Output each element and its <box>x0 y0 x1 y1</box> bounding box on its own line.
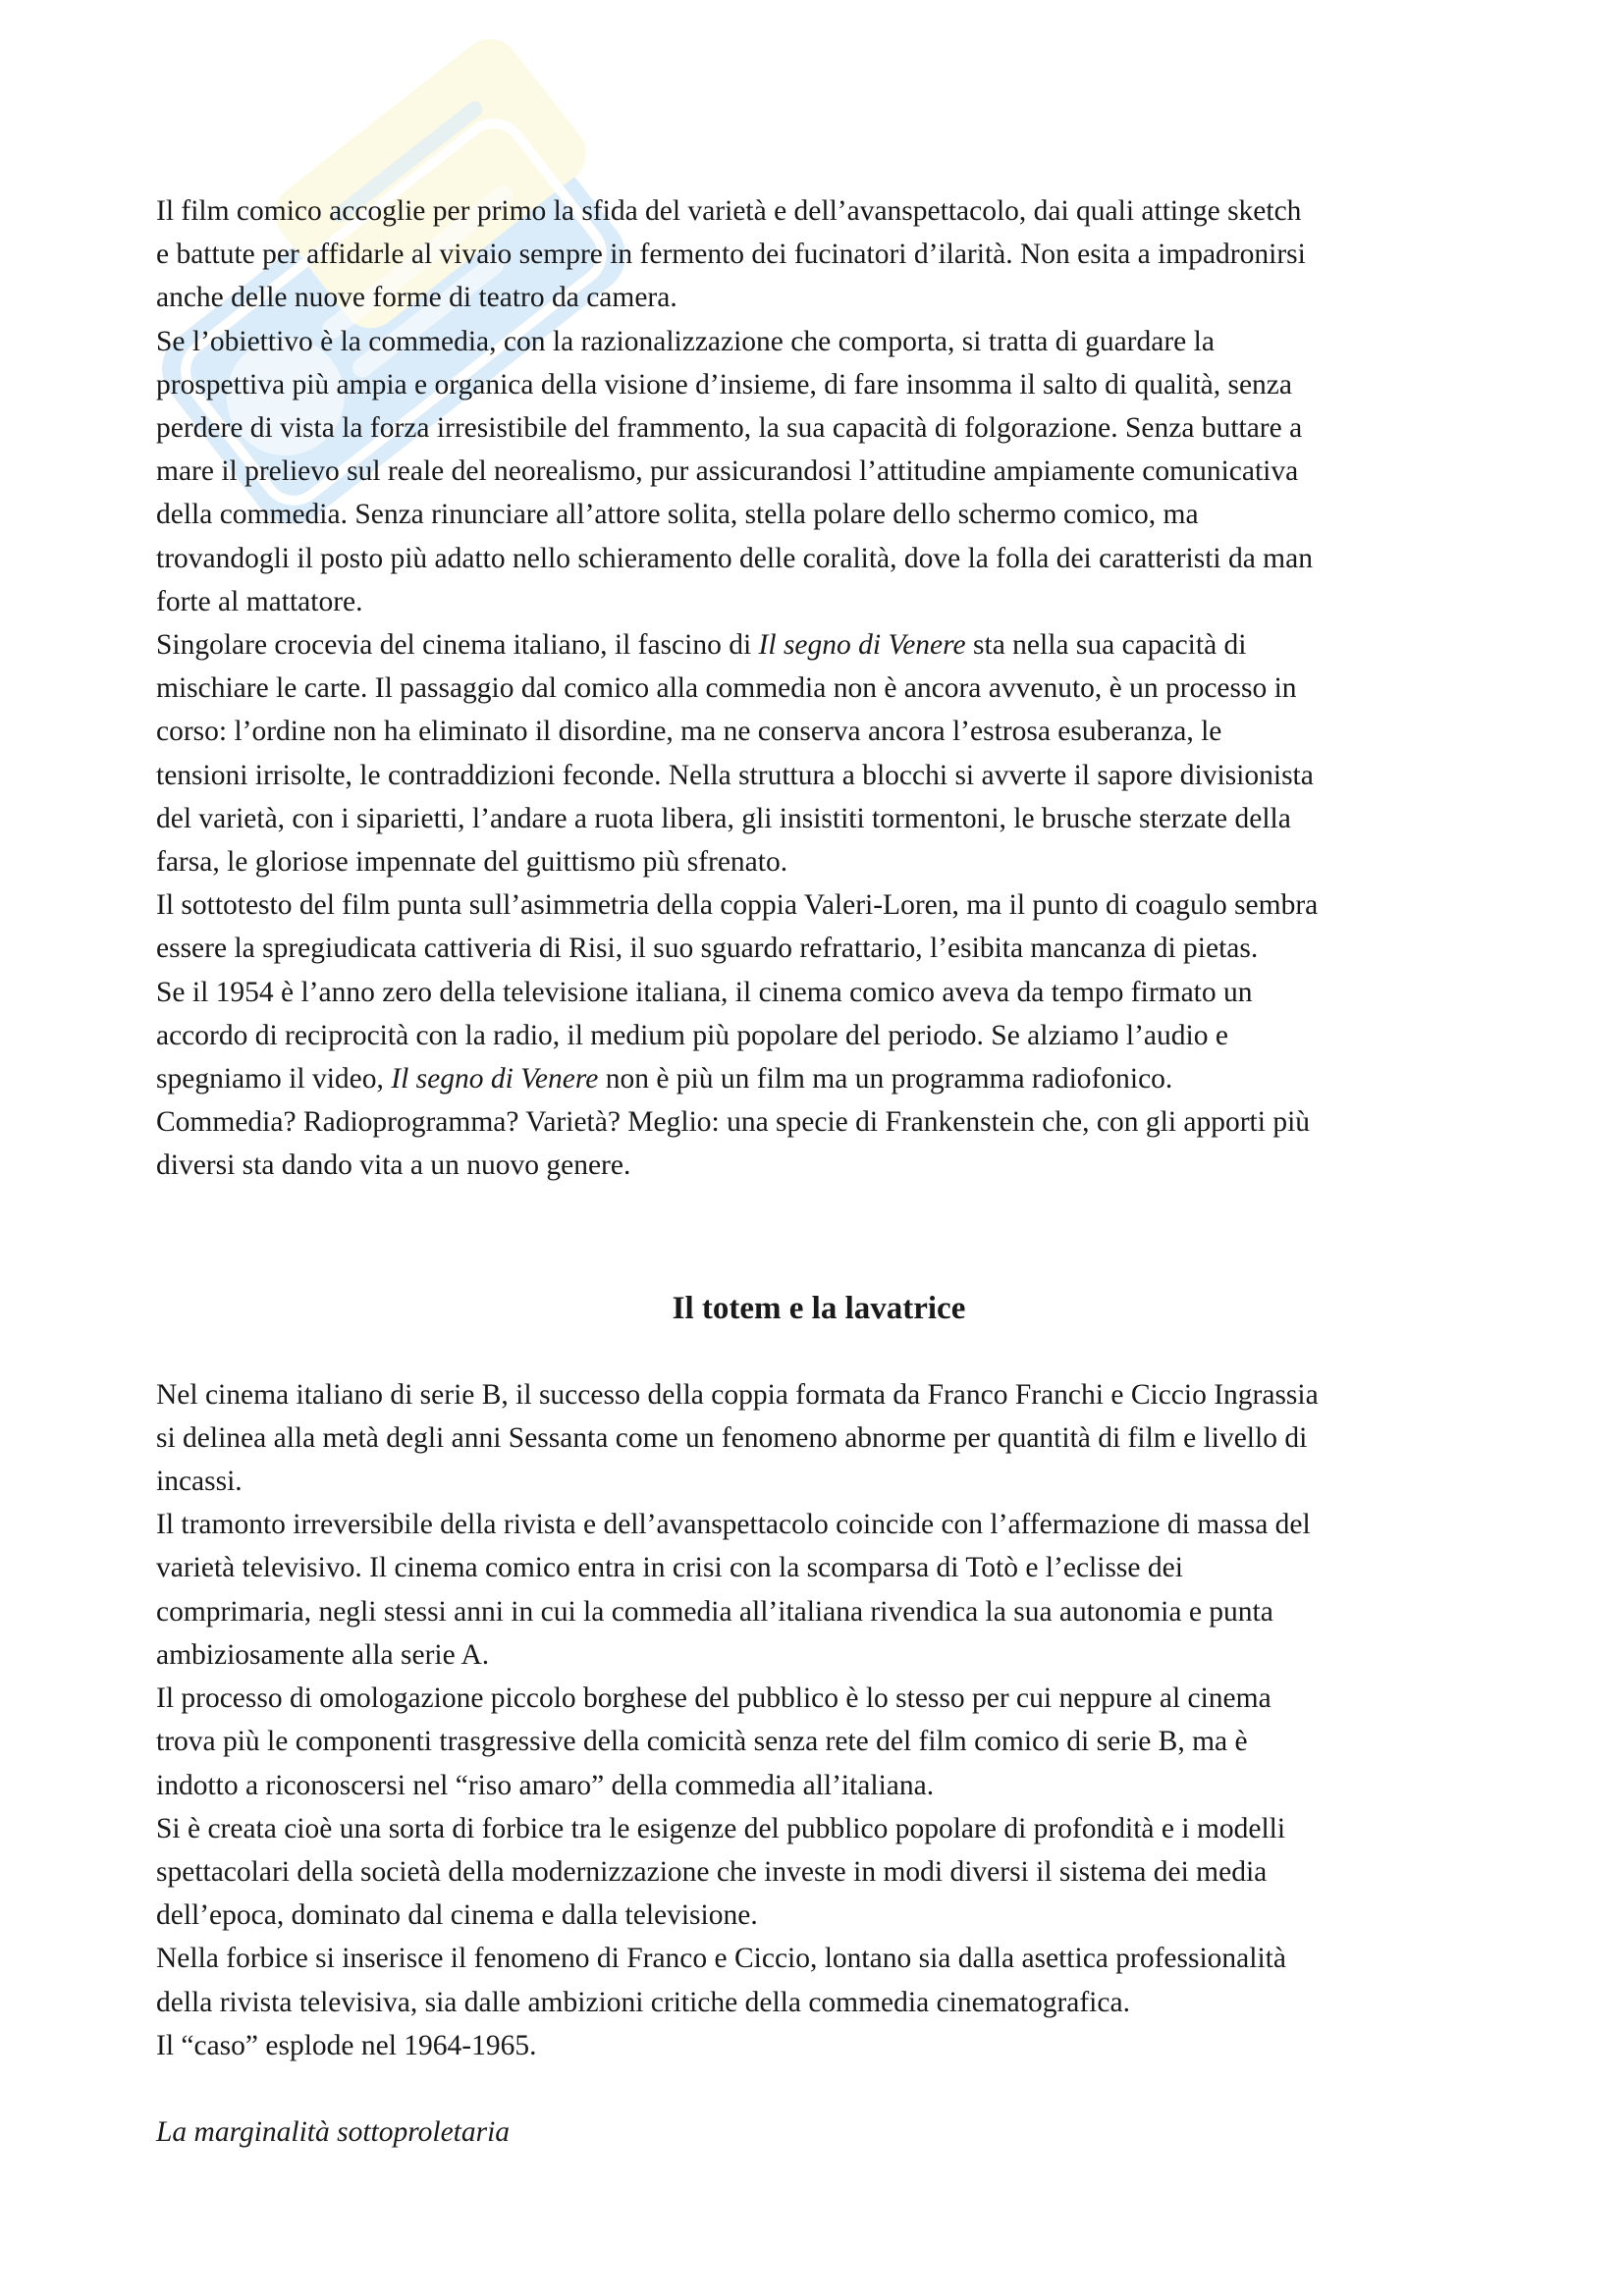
paragraph: Il “caso” esplode nel 1964-1965. <box>156 2029 537 2061</box>
document-body <box>156 189 1482 2154</box>
paragraph: Nella forbice si inserisce il fenomeno di Franco e Ciccio, lontano sia dalla asettica professionalità della rivista televisiva, sia dalle ambizioni critiche della commedia cinematografica. <box>156 1943 1286 2018</box>
paragraph: Se il 1954 è l’anno zero della televisione italiana, il cinema comico aveva da tempo firmato un accordo di reciprocità con la radio, il medium più popolare del periodo. Se alziamo l’audio e spegniamo il video, Il segno di Venere non è più un film ma un programma radiofonico. Commedia? Radioprogramma? Varietà? Meglio: una specie di Frankenstein che, con gli apporti più diversi sta dando vita a un nuovo genere. <box>156 976 1311 1182</box>
film-title: Il segno di Venere <box>391 1063 599 1095</box>
paragraph: Se l’obiettivo è la commedia, con la razionalizzazione che comporta, si tratta di guardare la prospettiva più ampia e organica della visione d’insieme, di fare insomma il salto di qualità, senza perdere di vista la forza irresistibile del frammento, la sua capacità di folgorazione. Senza buttare a mare il prelievo sul reale del neorealismo, pur assicurandosi l’attitudine ampiamente comunicativa della commedia. Senza rinunciare all’attore solita, stella polare dello schermo comico, ma trovandogli il posto più adatto nello schieramento delle coralità, dove la folla dei caratteristi da man forte al mattatore. <box>156 325 1313 617</box>
paragraph: Il tramonto irreversibile della rivista e dell’avanspettacolo coincide con l’affermazione di massa del varietà televisivo. Il cinema comico entra in crisi con la scomparsa di Totò e l’eclisse dei comprimaria, negli stessi anni in cui la commedia all’italiana rivendica la sua autonomia e punta ambiziosamente alla serie A. <box>156 1509 1311 1671</box>
paragraph: Il processo di omologazione piccolo borghese del pubblico è lo stesso per cui neppure al cinema trova più le componenti trasgressive della comicità senza rete del film comico di serie B, ma è indotto a riconoscersi nel “riso amaro” della commedia all’italiana. <box>156 1682 1271 1801</box>
paragraph: Il film comico accoglie per primo la sfida del varietà e dell’avanspettacolo, dai quali attinge sketch e battute per affidarle al vivaio sempre in fermento dei fucinatori d’ilarità. Non esita a impadronirsi anche delle nuove forme di teatro da camera. <box>156 195 1306 314</box>
film-title: Il segno di Venere <box>758 629 966 662</box>
paragraph: Si è creata cioè una sorta di forbice tra le esigenze del pubblico popolare di profondità e i modelli spettacolari della società della modernizzazione che investe in modi diversi il sistema dei media dell’epoca, dominato dal cinema e dalla televisione. <box>156 1812 1286 1932</box>
paragraph: Nel cinema italiano di serie B, il successo della coppia formata da Franco Franchi e Ciccio Ingrassia si delinea alla metà degli anni Sessanta come un fenomeno abnorme per quantità di film e livello di incassi. <box>156 1378 1319 1498</box>
section-1 <box>156 189 1482 1188</box>
section-title: Il totem e la lavatrice <box>672 1290 966 1326</box>
subsection-title: La marginalità sottoproletaria <box>156 2115 511 2148</box>
section-2 <box>156 1373 1482 2067</box>
paragraph: Singolare crocevia del cinema italiano, il fascino di Il segno di Venere sta nella sua capacità di mischiare le carte. Il passaggio dal comico alla commedia non è ancora avvenuto, è un processo in corso: l’ordine non ha eliminato il disordine, ma ne conserva ancora l’estrosa esuberanza, le tensioni irrisolte, le contraddizioni feconde. Nella struttura a blocchi si avverte il sapore divisionista del varietà, con i siparietti, l’andare a ruota libera, gli insistiti tormentoni, le brusche sterzate della farsa, le gloriose impennate del guittismo più sfrenato. <box>156 629 1314 879</box>
paragraph: Il sottotesto del film punta sull’asimmetria della coppia Valeri-Loren, ma il punto di coagulo sembra essere la spregiudicata cattiveria di Risi, il suo sguardo refrattario, l’esibita mancanza di pietas. <box>156 889 1319 965</box>
